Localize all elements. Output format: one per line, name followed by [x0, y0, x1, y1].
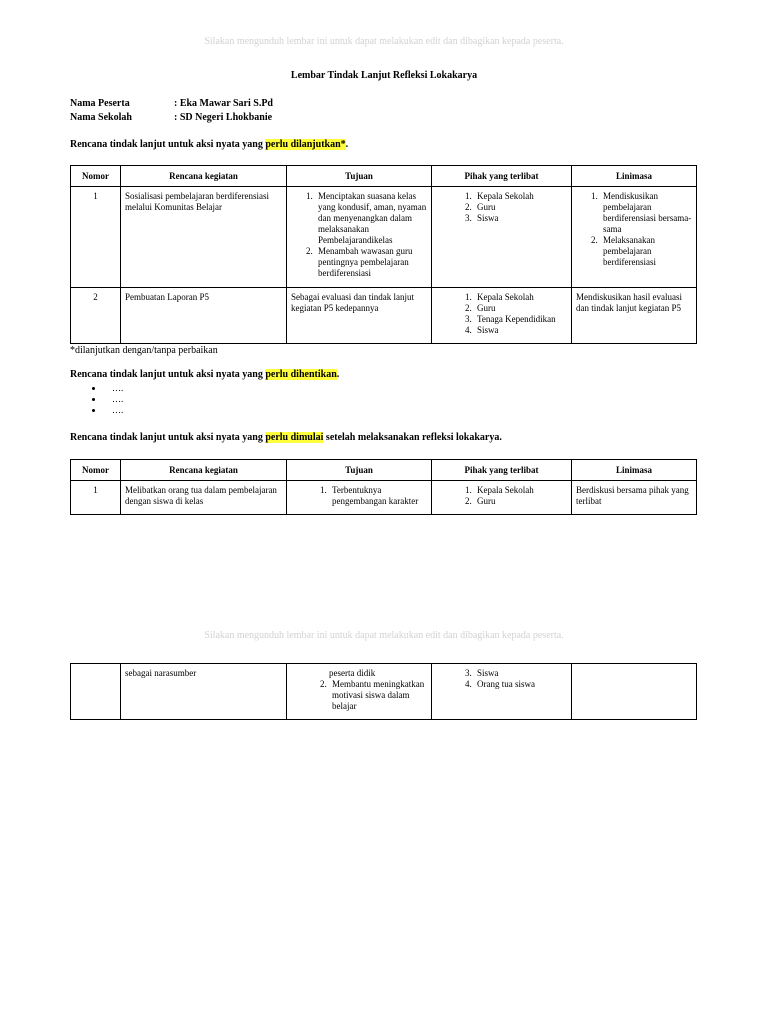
school-name-row	[70, 112, 272, 123]
header-linimasa: Linimasa	[572, 166, 697, 187]
row-goals: Sebagai evaluasi dan tindak lanjut kegiatan P5 kedepannya	[287, 288, 432, 344]
party-item: 3. Siswa	[474, 213, 567, 224]
goal-item: 1. Terbentuknya pengembangan karakter	[329, 485, 427, 507]
section-stop-heading	[70, 369, 339, 380]
row-timeline	[572, 187, 697, 288]
participant-label: Nama Peserta	[70, 98, 130, 109]
row-parties-cont	[432, 664, 572, 720]
participant-value: : Eka Mawar Sari S.Pd	[174, 98, 273, 109]
row-number: 1	[71, 187, 121, 288]
section-start-heading	[70, 432, 502, 443]
footnote: *dilanjutkan dengan/tanpa perbaikan	[70, 345, 218, 356]
header-rencana: Rencana kegiatan	[121, 460, 287, 481]
table-row	[71, 288, 697, 344]
heading-prefix: Rencana tindak lanjut untuk aksi nyata yang	[70, 369, 266, 380]
row-activity: Pembuatan Laporan P5	[121, 288, 287, 344]
party-item: 2. Guru	[474, 496, 567, 507]
row-parties	[432, 288, 572, 344]
row-activity-cont: sebagai narasumber	[121, 664, 287, 720]
header-linimasa: Linimasa	[572, 460, 697, 481]
party-item: 3. Tenaga Kependidikan	[474, 314, 567, 325]
school-label: Nama Sekolah	[70, 112, 132, 123]
heading-suffix: .	[336, 369, 340, 380]
goal-item-cont: peserta didik	[329, 668, 376, 678]
table-header-row	[71, 460, 697, 481]
start-plan-table-continued	[70, 663, 697, 720]
party-item: 4. Siswa	[474, 325, 567, 336]
watermark-page2: Silakan mengunduh lembar ini untuk dapat melakukan edit dan dibagikan kepada peserta.	[204, 630, 564, 641]
header-pihak: Pihak yang terlibat	[432, 166, 572, 187]
table-row	[71, 481, 697, 515]
table-row	[71, 664, 697, 720]
timeline-item: 1. Mendiskusikan pembelajaran berdiferensiasi bersama-sama	[600, 191, 692, 235]
row-goals	[287, 481, 432, 515]
header-tujuan: Tujuan	[287, 166, 432, 187]
watermark-top: Silakan mengunduh lembar ini untuk dapat melakukan edit dan dibagikan kepada peserta.	[204, 36, 564, 47]
goal-item: 2. Membantu meningkatkan motivasi siswa dalam belajar	[329, 679, 427, 712]
party-item: 2. Guru	[474, 202, 567, 213]
section-continue-heading	[70, 139, 348, 150]
table-header-row	[71, 166, 697, 187]
timeline-item: 2. Melaksanakan pembelajaran berdiferensiasi	[600, 235, 692, 268]
goal-item: 2. Menambah wawasan guru pentingnya pembelajaran berdiferensiasi	[315, 246, 427, 279]
header-nomor: Nomor	[71, 166, 121, 187]
table-row	[71, 187, 697, 288]
party-item: 1. Kepala Sekolah	[474, 485, 567, 496]
row-timeline: Mendiskusikan hasil evaluasi dan tindak lanjut kegiatan P5	[572, 288, 697, 344]
row-number	[71, 664, 121, 720]
header-pihak: Pihak yang terlibat	[432, 460, 572, 481]
list-item: • ….	[104, 383, 123, 394]
row-timeline	[572, 664, 697, 720]
heading-highlight: perlu dimulai	[265, 432, 324, 443]
row-activity: Sosialisasi pembelajaran berdiferensiasi melalui Komunitas Belajar	[121, 187, 287, 288]
row-activity: Melibatkan orang tua dalam pembelajaran dengan siswa di kelas	[121, 481, 287, 515]
heading-suffix: setelah melaksanakan refleksi lokakarya.	[323, 432, 502, 443]
party-item: 3. Siswa	[474, 668, 567, 679]
header-nomor: Nomor	[71, 460, 121, 481]
header-rencana: Rencana kegiatan	[121, 166, 287, 187]
row-goals-cont	[287, 664, 432, 720]
row-number: 1	[71, 481, 121, 515]
school-value: : SD Negeri Lhokbanie	[174, 112, 273, 123]
party-item: 2. Guru	[474, 303, 567, 314]
party-item: 4. Orang tua siswa	[474, 679, 567, 690]
continue-plan-table	[70, 165, 697, 344]
stop-bullet-list	[70, 383, 123, 416]
row-parties	[432, 481, 572, 515]
heading-highlight: perlu dihentikan	[265, 369, 337, 380]
row-number: 2	[71, 288, 121, 344]
row-goals	[287, 187, 432, 288]
list-item: • ….	[104, 405, 123, 416]
list-item: • ….	[104, 394, 123, 405]
heading-highlight: perlu dilanjutkan*	[265, 139, 346, 150]
participant-name-row	[70, 98, 273, 109]
page-title: Lembar Tindak Lanjut Refleksi Lokakarya	[290, 70, 478, 81]
party-item: 1. Kepala Sekolah	[474, 292, 567, 303]
heading-prefix: Rencana tindak lanjut untuk aksi nyata yang	[70, 432, 266, 443]
party-item: 1. Kepala Sekolah	[474, 191, 567, 202]
heading-suffix: .	[345, 139, 349, 150]
row-timeline: Berdiskusi bersama pihak yang terlibat	[572, 481, 697, 515]
goal-item: 1. Menciptakan suasana kelas yang kondusif, aman, nyaman dan menyenangkan dalam melaksanakan Pembelajarandikelas	[315, 191, 427, 246]
header-tujuan: Tujuan	[287, 460, 432, 481]
row-parties	[432, 187, 572, 288]
heading-prefix: Rencana tindak lanjut untuk aksi nyata yang	[70, 139, 266, 150]
start-plan-table	[70, 459, 697, 515]
